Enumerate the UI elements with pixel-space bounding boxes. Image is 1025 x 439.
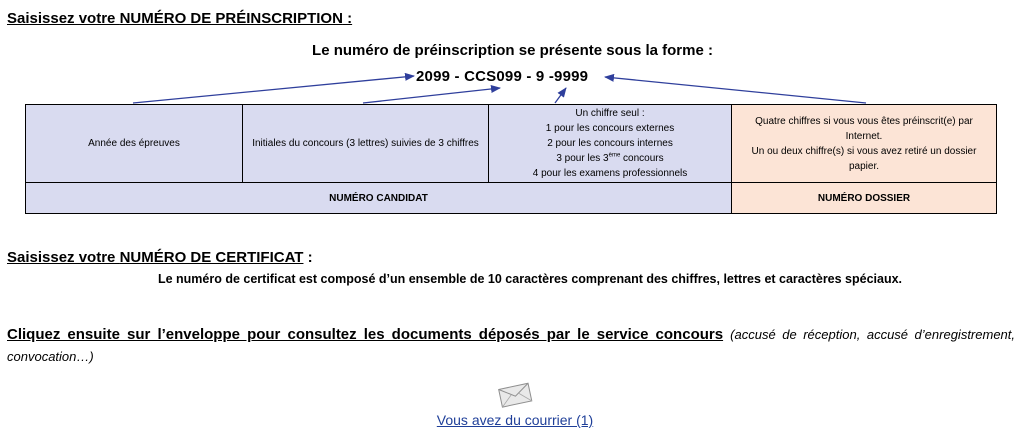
digit-1: 1 pour les concours externes <box>545 123 675 134</box>
arrow-year <box>133 76 414 103</box>
digit-title: Un chiffre seul : <box>575 108 645 119</box>
certificat-heading: Saisissez votre NUMÉRO DE CERTIFICAT : <box>7 249 313 266</box>
format-example: 2099 - CCS099 - 9 -9999 <box>416 68 589 85</box>
digit-4: 4 pour les examens professionnels <box>532 168 688 179</box>
dossier-line-2: Un ou deux chiffre(s) si vous avez retiré un dossier papier. <box>751 145 977 172</box>
number-format-table <box>25 104 997 214</box>
table-row <box>26 183 997 214</box>
mail-link[interactable]: Vous avez du courrier (1) <box>436 412 594 428</box>
arrow-dossier <box>605 77 866 103</box>
cell-dossier <box>732 105 997 183</box>
digit-3: 3 pour les 3ème concours <box>556 152 664 164</box>
arrow-initials <box>363 88 500 103</box>
envelope-icon[interactable] <box>497 380 535 413</box>
documents-instruction: Cliquez ensuite sur l’enveloppe pour consultez les documents déposés par le service concours (accusé de réception, accusé d’enregistrement, convocation…) <box>7 326 1015 364</box>
format-subtitle: Le numéro de préinscription se présente sous la forme : <box>312 42 713 59</box>
preinscription-heading: Saisissez votre NUMÉRO DE PRÉINSCRIPTION : <box>7 10 353 27</box>
cell-numero-dossier: NUMÉRO DOSSIER <box>732 183 997 214</box>
arrow-digit <box>555 88 566 103</box>
certificat-description: Le numéro de certificat est composé d’un ensemble de 10 caractères comprenant des chiffres, lettres et caractères spéciaux. <box>157 272 903 286</box>
cell-digit <box>489 105 732 183</box>
digit-2: 2 pour les concours internes <box>547 138 673 149</box>
dossier-line-1: Quatre chiffres si vous vous êtes préinscrit(e) par Internet. <box>755 115 973 142</box>
table-row <box>26 105 997 183</box>
cell-initials: Initiales du concours (3 lettres) suivies de 3 chiffres <box>243 105 489 183</box>
cell-year: Année des épreuves <box>26 105 243 183</box>
cell-numero-candidat: NUMÉRO CANDIDAT <box>26 183 732 214</box>
